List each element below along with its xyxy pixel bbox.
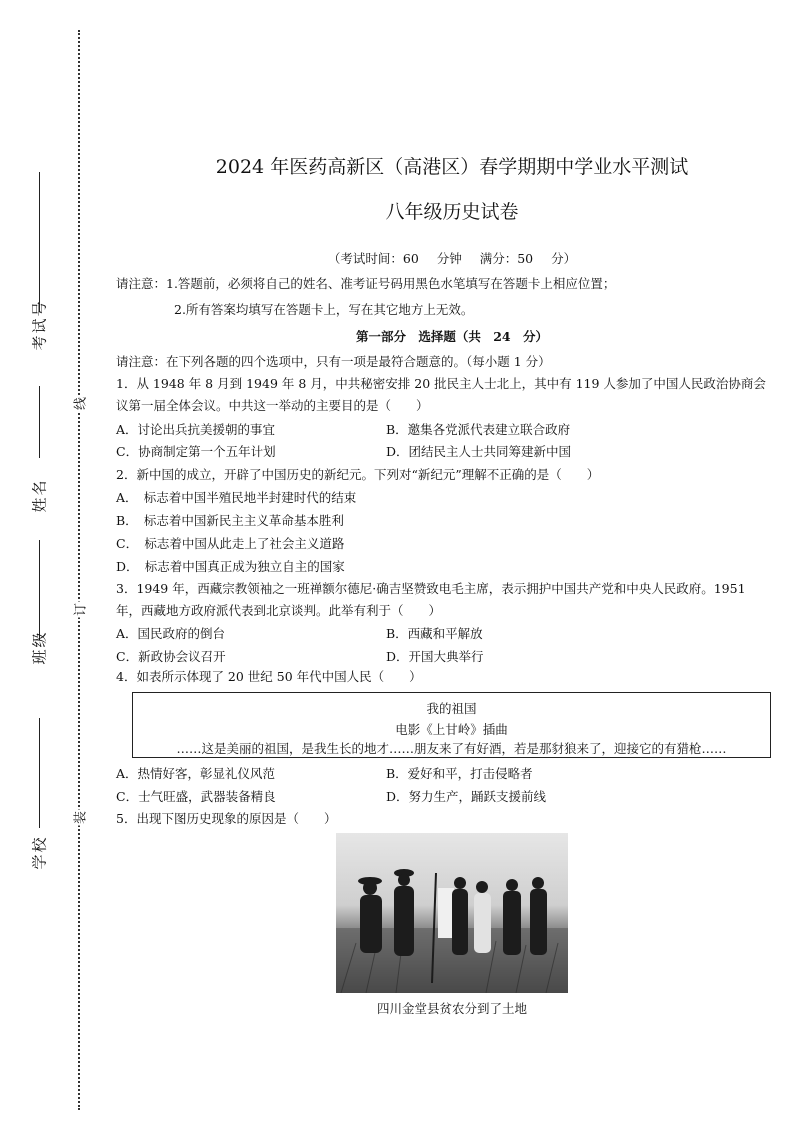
q3-option-a: A．国民政府的倒台	[116, 626, 226, 641]
q2-option-c: C． 标志着中国从此走上了社会主义道路	[116, 536, 345, 551]
exam-title: 2024 年医药高新区（高港区）春学期期中学业水平测试	[215, 156, 689, 178]
q4-stem: 4．如表所示体现了 20 世纪 50 年代中国人民（ ）	[116, 669, 422, 684]
binding-margin	[0, 0, 100, 1124]
q1-stem-line-1: 1．从 1948 年 8 月到 1949 年 8 月，中共秘密安排 20 批民主人士北上，其中有 119 人参加了中国人民政治协商会	[116, 376, 766, 391]
class-label: 班级	[30, 630, 49, 665]
notice-line-2: 2.所有答案均填写在答题卡上，写在其它地方上无效。	[174, 302, 474, 317]
school-blank[interactable]	[39, 718, 40, 828]
q4-option-c: C．士气旺盛，武器装备精良	[116, 789, 276, 804]
photo-caption: 四川金堂县贫农分到了土地	[376, 1001, 527, 1016]
exam-no-label: 考试号	[30, 299, 49, 351]
name-blank[interactable]	[39, 386, 40, 458]
q4-song-lyric: ……这是美丽的祖国，是我生长的地才……朋友来了有好酒，若是那豺狼来了，迎接它的有猎枪……	[176, 741, 727, 756]
binding-mark-line: 线	[68, 396, 91, 412]
q4-option-d: D．努力生产，踊跃支援前线	[386, 789, 547, 804]
school-label: 学校	[30, 835, 49, 870]
q3-option-c: C．新政协会议召开	[116, 649, 226, 664]
exam-subtitle: 八年级历史试卷	[385, 201, 519, 223]
binding-mark-bind: 装	[68, 810, 91, 826]
q4-song-title: 我的祖国	[426, 701, 477, 716]
q4-song-box	[132, 692, 771, 758]
name-label: 姓名	[30, 478, 49, 513]
q3-option-b: B．西藏和平解放	[386, 626, 483, 641]
class-blank[interactable]	[39, 540, 40, 640]
q4-option-a: A．热情好客，彰显礼仪风范	[116, 766, 276, 781]
q1-option-c: C．协商制定第一个五年计划	[116, 444, 276, 459]
binding-dotted-line	[78, 30, 80, 1110]
q1-option-a: A．讨论出兵抗美援朝的事宜	[116, 422, 276, 437]
q5-stem: 5．出现下图历史现象的原因是（ ）	[116, 811, 337, 826]
land-reform-photo	[336, 833, 568, 993]
q1-option-b: B．邀集各党派代表建立联合政府	[386, 422, 571, 437]
q3-stem-line-1: 3．1949 年，西藏宗教领袖之一班禅额尔德尼·确吉坚赞致电毛主席，表示拥护中国共产党和中央人民政府。1951	[116, 581, 746, 596]
q4-song-subtitle: 电影《上甘岭》插曲	[395, 722, 508, 737]
q1-option-d: D．团结民主人士共同筹建新中国	[386, 444, 572, 459]
q4-option-b: B．爱好和平，打击侵略者	[386, 766, 533, 781]
q3-stem-line-2: 年，西藏地方政府派代表到北京谈判。此举有利于（ ）	[116, 603, 442, 618]
exam-no-blank[interactable]	[39, 172, 40, 312]
q2-stem: 2．新中国的成立，开辟了中国历史的新纪元。下列对“新纪元”理解不正确的是（ ）	[116, 467, 600, 482]
notice-line-1: 请注意：1.答题前，必须将自己的姓名、准考证号码用黑色水笔填写在答题卡上相应位置；	[116, 276, 616, 291]
section-title: 第一部分 选择题（共 24 分）	[356, 329, 548, 344]
q3-option-d: D．开国大典举行	[386, 649, 484, 664]
q2-option-a: A． 标志着中国半殖民地半封建时代的结束	[116, 490, 357, 505]
binding-mark-staple: 订	[68, 602, 91, 618]
exam-info: （考试时间：60 分钟 满分：50 分）	[327, 251, 577, 266]
q2-option-b: B． 标志着中国新民主主义革命基本胜利	[116, 513, 344, 528]
q2-option-d: D． 标志着中国真正成为独立自主的国家	[116, 559, 345, 574]
section-instruction: 请注意：在下列各题的四个选项中，只有一项是最符合题意的。（每小题 1 分）	[116, 354, 551, 369]
q1-stem-line-2: 议第一届全体会议。中共这一举动的主要目的是（ ）	[116, 398, 429, 413]
